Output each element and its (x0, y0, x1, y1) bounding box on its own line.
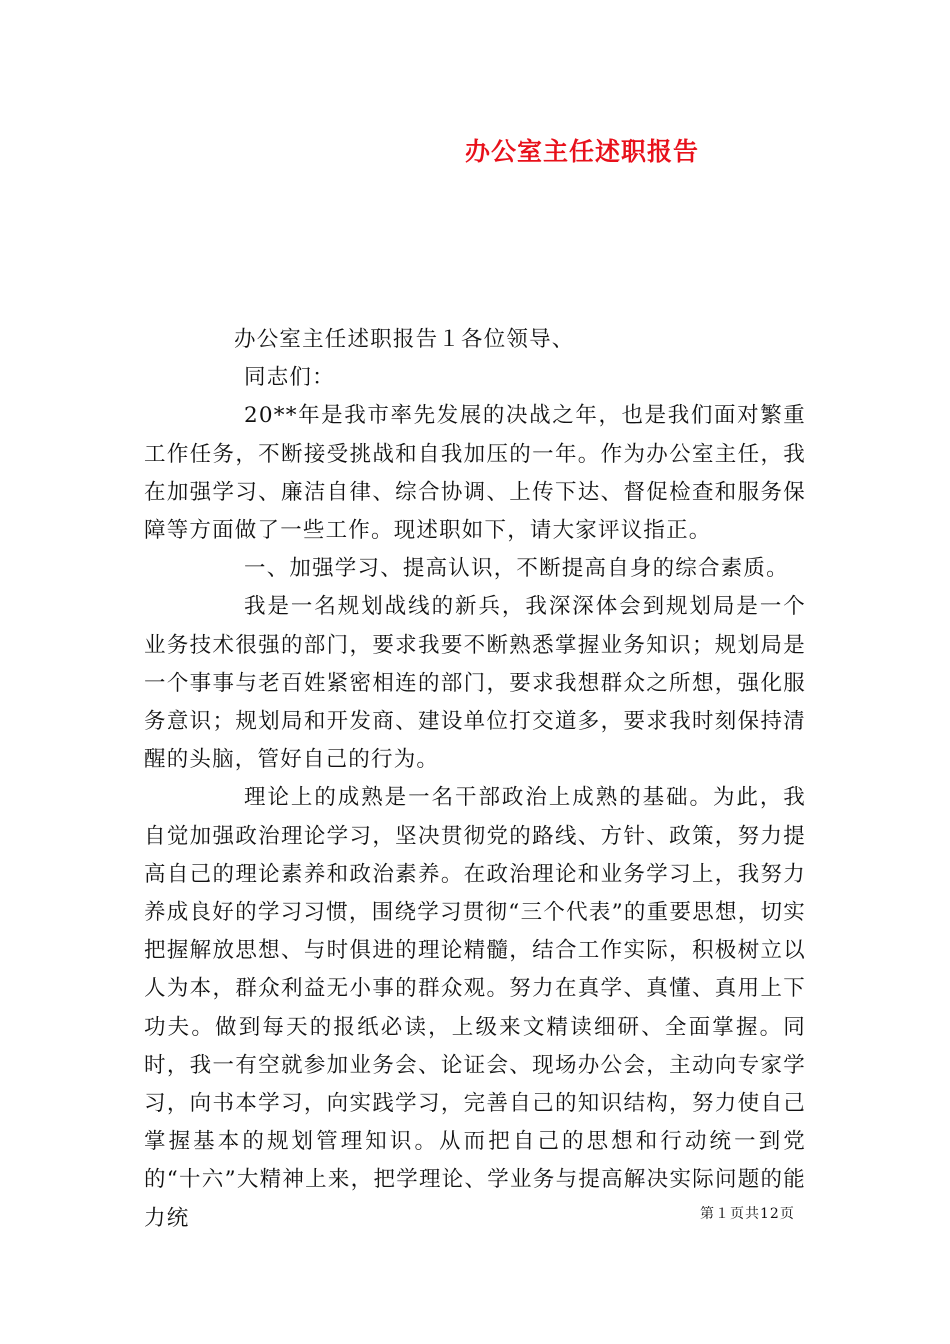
paragraph: 20**年是我市率先发展的决战之年，也是我们面对繁重工作任务，不断接受挑战和自我加压的一年。作为办公室主任，我在加强学习、廉洁自律、综合协调、上传下达、督促检查和服务保障等方面做了一些工作。现述职如下，请大家评议指正。 (144, 403, 806, 544)
document-title: 办公室主任述职报告 (464, 137, 699, 166)
section-heading: 一、加强学习、提高认识，不断提高自身的综合素质。 (244, 556, 789, 582)
document-body (144, 321, 806, 1238)
paragraph: 理论上的成熟是一名干部政治上成熟的基础。为此，我自觉加强政治理论学习，坚决贯彻党的路线、方针、政策，努力提高自己的理论素养和政治素养。在政治理论和业务学习上，我努力养成良好的学习习惯，围绕学习贯彻“三个代表”的重要思想，切实把握解放思想、与时俱进的理论精髓，结合工作实际，积极树立以人为本，群众利益无小事的群众观。努力在真学、真懂、真用上下功夫。做到每天的报纸必读，上级来文精读细研、全面掌握。同时，我一有空就参加业务会、论证会、现场办公会，主动向专家学习，向书本学习，向实践学习，完善自己的知识结构，努力使自己掌握基本的规划管理知识。从而把自己的思想和行动统一到党的“十六”大精神上来，把学理论、学业务与提高解决实际问题的能力统 (144, 785, 806, 1231)
intro-line: 办公室主任述职报告１各位领导、 (234, 327, 575, 352)
page-number: 第１页共12页 (700, 1206, 795, 1222)
paragraph: 我是一名规划战线的新兵，我深深体会到规划局是一个业务技术很强的部门，要求我要不断熟悉掌握业务知识；规划局是一个事事与老百姓紧密相连的部门，要求我想群众之所想，强化服务意识；规划局和开发商、建设单位打交道多，要求我时刻保持清醒的头脑，管好自己的行为。 (144, 594, 806, 773)
salutation: 同志们： (244, 365, 335, 391)
